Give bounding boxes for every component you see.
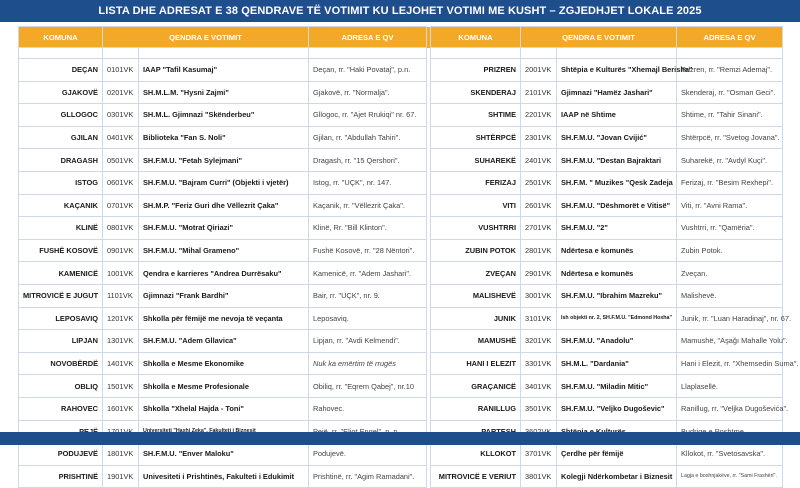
code-cell: 3501VK <box>521 397 557 420</box>
header-adresa-left: ADRESA E QV <box>309 27 427 48</box>
qendra-cell: Shkolla e Mesme Ekonomike <box>139 352 309 375</box>
adresa-cell: Gjakovë, rr. "Normalja". <box>309 81 427 104</box>
qendra-cell: SH.F.M.U. "Jovan Cvijić" <box>557 126 677 149</box>
qendra-cell: Çerdhe për fëmijë <box>557 443 677 466</box>
komuna-cell: PODUJEVË <box>19 443 103 466</box>
komuna-cell: ISTOG <box>19 171 103 194</box>
qendra-cell: Ndërtesa e komunës <box>557 262 677 285</box>
code-cell: 0101VK <box>103 59 139 82</box>
adresa-cell: Shtërpcë, rr. "Svetog Jovana". <box>677 126 783 149</box>
komuna-cell: HANI I ELEZIT <box>431 352 521 375</box>
komuna-cell: KAÇANIK <box>19 194 103 217</box>
komuna-cell: GJAKOVË <box>19 81 103 104</box>
table-row <box>19 465 783 488</box>
code-cell: 2901VK <box>521 262 557 285</box>
qendra-cell: Shtëpia e Kulturës "Xhemajl Berisha" <box>557 59 677 82</box>
komuna-cell: PRISHTINË <box>19 465 103 488</box>
adresa-cell: Prishtinë, rr. "Agim Ramadani". <box>309 465 427 488</box>
code-cell: 0201VK <box>103 81 139 104</box>
komuna-cell: GJILAN <box>19 126 103 149</box>
code-cell: 3001VK <box>521 284 557 307</box>
code-cell: 1101VK <box>103 284 139 307</box>
code-cell: 0701VK <box>103 194 139 217</box>
table-row <box>19 443 783 466</box>
qendra-cell: Qendra e karrieres "Andrea Durrësaku" <box>139 262 309 285</box>
header-komuna-left: KOMUNA <box>19 27 103 48</box>
adresa-cell: Ferizaj, rr. "Besim Rexhepi". <box>677 171 783 194</box>
qendra-cell: SH.F.M.U. "Dëshmorët e Vitisë" <box>557 194 677 217</box>
komuna-cell: OBLIQ <box>19 375 103 398</box>
komuna-cell: RANILLUG <box>431 397 521 420</box>
qendra-cell: Shkolla e Mesme Profesionale <box>139 375 309 398</box>
komuna-cell: LIPJAN <box>19 330 103 353</box>
qendra-cell: SH.F.M.U. "Anadolu" <box>557 330 677 353</box>
adresa-cell: Suharekë, rr. "Avdyl Kuçi". <box>677 149 783 172</box>
code-cell: 1601VK <box>103 397 139 420</box>
adresa-cell: Gllogoc, rr. "Ajet Rrukiqi" nr. 67. <box>309 104 427 127</box>
komuna-cell: GLLOGOC <box>19 104 103 127</box>
komuna-cell: KLINË <box>19 217 103 240</box>
adresa-cell: Shtime, rr. "Tahir Sinani". <box>677 104 783 127</box>
qendra-cell: Ndërtesa e komunës <box>557 239 677 262</box>
adresa-cell: Deçan, rr. "Haki Povataj", p.n. <box>309 59 427 82</box>
adresa-cell: Llaplasellë. <box>677 375 783 398</box>
code-cell: 3801VK <box>521 465 557 488</box>
komuna-cell: FUSHË KOSOVË <box>19 239 103 262</box>
code-cell: 1801VK <box>103 443 139 466</box>
komuna-cell: RAHOVEC <box>19 397 103 420</box>
adresa-cell: Kaçanik, rr. "Vëllezrit Çaka". <box>309 194 427 217</box>
spacer-row <box>19 48 783 59</box>
qendra-cell: SH.F.M.U. "Motrat Qiriazi" <box>139 217 309 240</box>
code-cell: 2201VK <box>521 104 557 127</box>
komuna-cell: MAMUSHË <box>431 330 521 353</box>
qendra-cell: SH.F.M.U. "Miladin Mitic" <box>557 375 677 398</box>
code-cell: 1901VK <box>103 465 139 488</box>
adresa-cell: Zubin Potok. <box>677 239 783 262</box>
header-qendra-left: QENDRA E VOTIMIT <box>103 27 309 48</box>
header-qendra-right: QENDRA E VOTIMIT <box>521 27 677 48</box>
adresa-cell: Ranillug, rr. "Veljka Dugoševića". <box>677 397 783 420</box>
adresa-cell: Mamushë, "Aşağı Mahalle Yolu". <box>677 330 783 353</box>
code-cell: 0301VK <box>103 104 139 127</box>
qendra-cell: SH.F.M. " Muzikes "Qesk Zadeja <box>557 171 677 194</box>
adresa-cell: Vushtrri, rr. "Qamëria". <box>677 217 783 240</box>
code-cell: 3201VK <box>521 330 557 353</box>
qendra-cell: IAAP në Shtime <box>557 104 677 127</box>
qendra-cell: SH.F.M.U. "Adem Gllavica" <box>139 330 309 353</box>
qendra-cell: SH.F.M.U. "Enver Maloku" <box>139 443 309 466</box>
adresa-cell: Fushë Kosovë, rr. "28 Nëntori". <box>309 239 427 262</box>
code-cell: 1401VK <box>103 352 139 375</box>
adresa-cell: Nuk ka emërtim të rrugës <box>309 352 427 375</box>
adresa-cell: Prizren, rr. "Remzi Ademaj". <box>677 59 783 82</box>
code-cell: 0601VK <box>103 171 139 194</box>
table-row <box>19 217 783 240</box>
adresa-cell: Viti, rr. "Avni Rama". <box>677 194 783 217</box>
komuna-cell: SHTËRPCË <box>431 126 521 149</box>
table-row <box>19 284 783 307</box>
komuna-cell: SHTIME <box>431 104 521 127</box>
komuna-cell: PRIZREN <box>431 59 521 82</box>
table-row <box>19 307 783 330</box>
qendra-cell: Kolegji Ndërkombetar i Biznesit <box>557 465 677 488</box>
qendra-cell: SH.F.M.U. "Ibrahim Mazreku" <box>557 284 677 307</box>
adresa-cell: Junik, rr. "Luan Haradinaj", nr. 67. <box>677 307 783 330</box>
komuna-cell: KLLOKOT <box>431 443 521 466</box>
code-cell: 0901VK <box>103 239 139 262</box>
qendra-cell: SH.F.M.U. "Destan Bajraktari <box>557 149 677 172</box>
adresa-cell: Dragash, rr. "15 Qershori". <box>309 149 427 172</box>
adresa-cell: Gjilan, rr. "Abdullah Tahiri". <box>309 126 427 149</box>
table-row <box>19 397 783 420</box>
komuna-cell: ZUBIN POTOK <box>431 239 521 262</box>
qendra-cell: SH.M.L. Gjimnazi "Skënderbeu" <box>139 104 309 127</box>
adresa-cell: Skenderaj, rr. "Osman Geci". <box>677 81 783 104</box>
qendra-cell: IAAP "Tafil Kasumaj" <box>139 59 309 82</box>
adresa-cell: Kllokot, rr. "Svetosavska". <box>677 443 783 466</box>
table-row <box>19 126 783 149</box>
qendra-cell: Gjimnazi "Hamëz Jashari" <box>557 81 677 104</box>
adresa-cell: Kamenicë, rr. "Adem Jashari". <box>309 262 427 285</box>
table-row <box>19 375 783 398</box>
code-cell: 2801VK <box>521 239 557 262</box>
komuna-cell: NOVOBËRDË <box>19 352 103 375</box>
code-cell: 3101VK <box>521 307 557 330</box>
qendra-cell: SH.M.P. "Feriz Guri dhe Vëllezrit Çaka" <box>139 194 309 217</box>
qendra-cell: SH.F.M.U. "Mihal Grameno" <box>139 239 309 262</box>
table-row <box>19 262 783 285</box>
qendra-cell: SH.F.M.U. "Veljko Dugoševic" <box>557 397 677 420</box>
komuna-cell: DEÇAN <box>19 59 103 82</box>
komuna-cell: FERIZAJ <box>431 171 521 194</box>
qendra-cell: SH.M.L.M. "Hysni Zajmi" <box>139 81 309 104</box>
qendra-cell: SH.F.M.U. "Bajram Curri" (Objekti i vjetër) <box>139 171 309 194</box>
header-adresa-right: ADRESA E QV <box>677 27 783 48</box>
code-cell: 2701VK <box>521 217 557 240</box>
code-cell: 2501VK <box>521 171 557 194</box>
qendra-cell: Shkolla për fëmijë me nevoja të veçanta <box>139 307 309 330</box>
komuna-cell: KAMENICË <box>19 262 103 285</box>
footer-bar <box>0 432 800 445</box>
qendra-cell: SH.F.M.U. "Fetah Sylejmani" <box>139 149 309 172</box>
qendra-cell: Gjimnazi "Frank Bardhi" <box>139 284 309 307</box>
code-cell: 0401VK <box>103 126 139 149</box>
page-title: LISTA DHE ADRESAT E 38 QENDRAVE TË VOTIMIT KU LEJOHET VOTIMI ME KUSHT – ZGJEDHJET LOKALE 2025 <box>0 0 800 22</box>
code-cell: 0801VK <box>103 217 139 240</box>
adresa-cell: Zveçan. <box>677 262 783 285</box>
table-row <box>19 149 783 172</box>
adresa-cell: Lipjan, rr. "Avdi Kelmendi". <box>309 330 427 353</box>
header-komuna-right: KOMUNA <box>431 27 521 48</box>
qendra-cell: Ish objekti nr. 2, SH.F.M.U. "Edmond Hoxha" <box>557 307 677 330</box>
code-cell: 2401VK <box>521 149 557 172</box>
qendra-cell: SH.F.M.U. "2" <box>557 217 677 240</box>
adresa-cell: Klinë, Rr. "Bill Klinton". <box>309 217 427 240</box>
code-cell: 2101VK <box>521 81 557 104</box>
table-row <box>19 330 783 353</box>
code-cell: 2001VK <box>521 59 557 82</box>
adresa-cell: Rahovec. <box>309 397 427 420</box>
komuna-cell: ZVEÇAN <box>431 262 521 285</box>
qendra-cell: Biblioteka "Fan S. Noli" <box>139 126 309 149</box>
code-cell: 2301VK <box>521 126 557 149</box>
code-cell: 3701VK <box>521 443 557 466</box>
code-cell: 0501VK <box>103 149 139 172</box>
table-row <box>19 171 783 194</box>
centers-table <box>18 26 799 488</box>
komuna-cell: GRAÇANICË <box>431 375 521 398</box>
adresa-cell: Malishevë. <box>677 284 783 307</box>
komuna-cell: VUSHTRRI <box>431 217 521 240</box>
table-row <box>19 352 783 375</box>
table-row <box>19 239 783 262</box>
code-cell: 3301VK <box>521 352 557 375</box>
adresa-cell: Obiliq, rr. "Eqrem Qabej", nr.10 <box>309 375 427 398</box>
code-cell: 1001VK <box>103 262 139 285</box>
adresa-cell: Leposaviq. <box>309 307 427 330</box>
adresa-cell: Lagja e boshnjakëve, rr. "Sami Frashëri". <box>677 465 783 488</box>
code-cell: 1201VK <box>103 307 139 330</box>
code-cell: 1301VK <box>103 330 139 353</box>
adresa-cell: Podujevë. <box>309 443 427 466</box>
code-cell: 3401VK <box>521 375 557 398</box>
adresa-cell: Istog, rr. "UÇK", nr. 147. <box>309 171 427 194</box>
qendra-cell: SH.M.L. "Dardania" <box>557 352 677 375</box>
table-row <box>19 194 783 217</box>
table-row <box>19 104 783 127</box>
qendra-cell: Univesiteti i Prishtinës, Fakulteti i Edukimit <box>139 465 309 488</box>
komuna-cell: MITROVICË E VERIUT <box>431 465 521 488</box>
adresa-cell: Hani i Elezit, rr. "Xhemsedin Suma". <box>677 352 783 375</box>
komuna-cell: SKENDERAJ <box>431 81 521 104</box>
code-cell: 2601VK <box>521 194 557 217</box>
table-row <box>19 59 783 82</box>
adresa-cell: Bair, rr. "UÇK", nr. 9. <box>309 284 427 307</box>
komuna-cell: MITROVICË E JUGUT <box>19 284 103 307</box>
qendra-cell: Shkolla "Xhelal Hajda - Toni" <box>139 397 309 420</box>
code-cell: 1501VK <box>103 375 139 398</box>
komuna-cell: VITI <box>431 194 521 217</box>
komuna-cell: SUHAREKË <box>431 149 521 172</box>
komuna-cell: JUNIK <box>431 307 521 330</box>
komuna-cell: DRAGASH <box>19 149 103 172</box>
komuna-cell: LEPOSAVIQ <box>19 307 103 330</box>
komuna-cell: MALISHEVË <box>431 284 521 307</box>
header-row <box>19 27 783 48</box>
table-row <box>19 81 783 104</box>
